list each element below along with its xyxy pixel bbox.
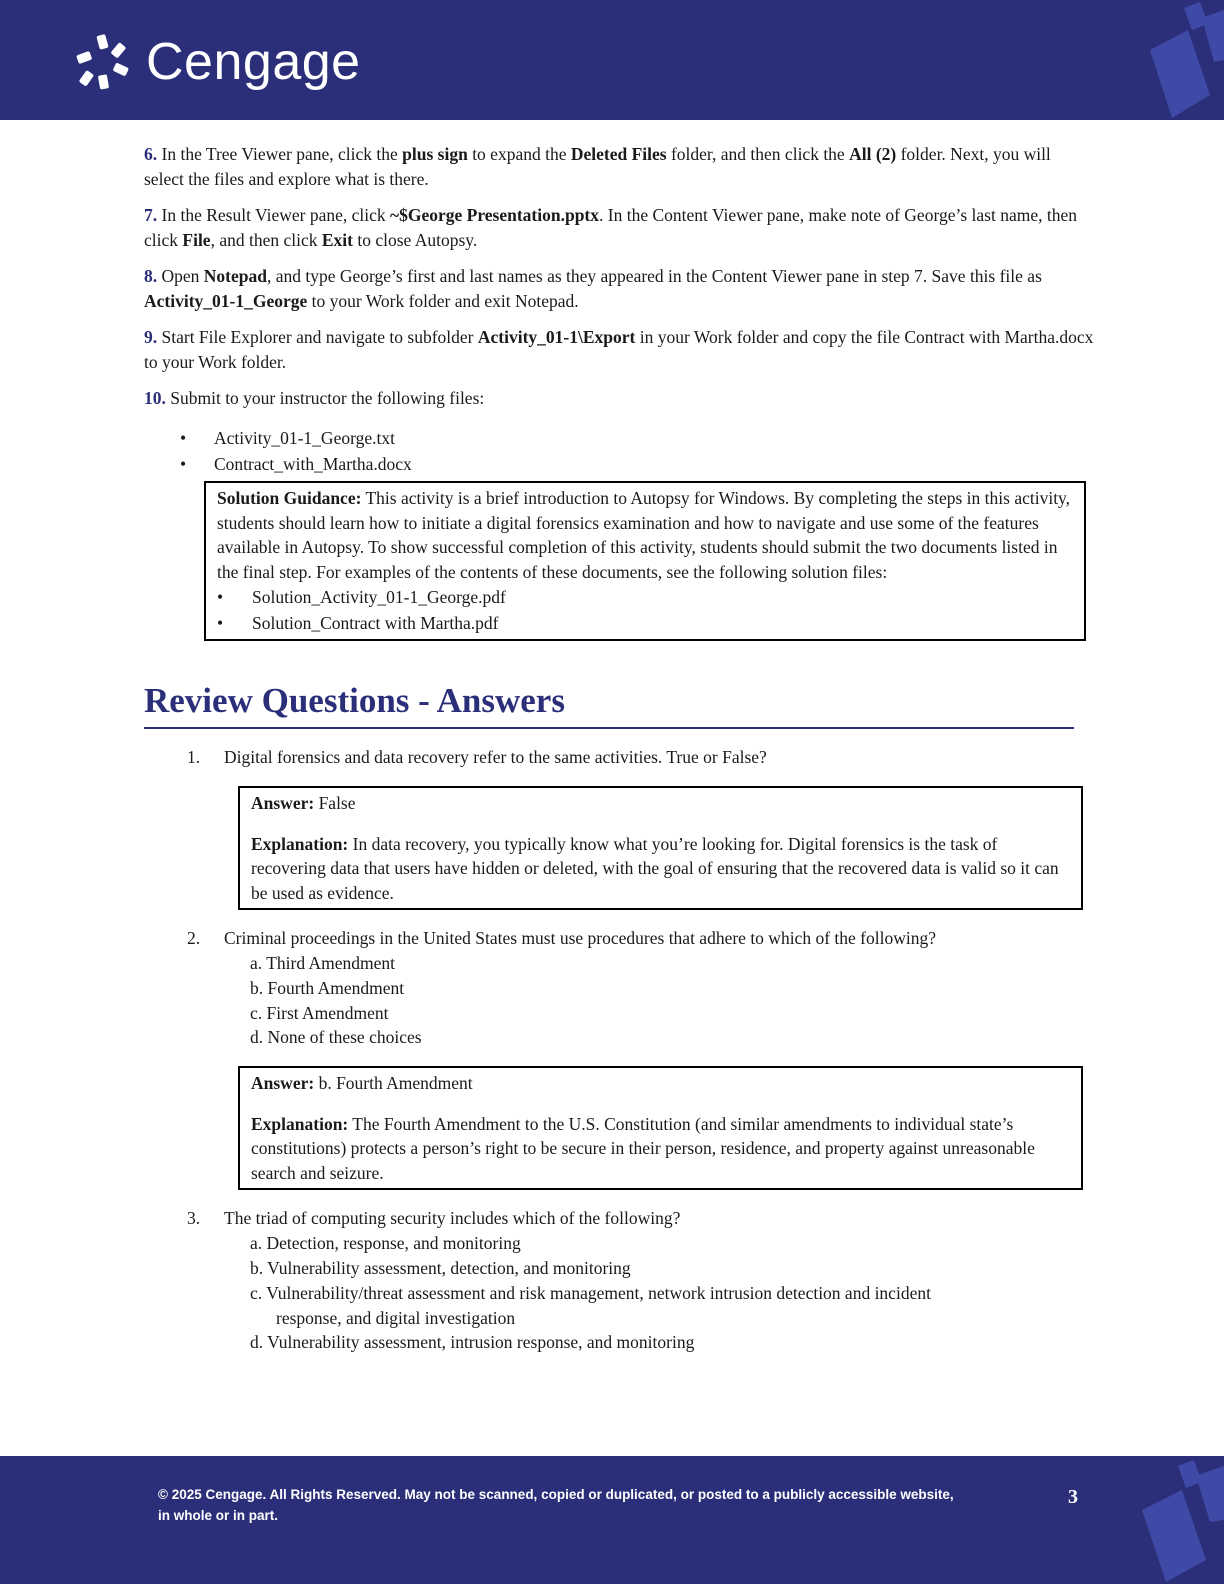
step-6	[144, 142, 1094, 192]
step-text: in your Work folder and copy the file Contract with Martha.docx to your Work folder.	[144, 327, 1094, 372]
option-item: b. Fourth Amendment	[250, 977, 405, 998]
option-list	[224, 951, 1094, 1050]
step-text: Open	[161, 266, 204, 286]
step-number: 10.	[144, 388, 166, 408]
option-item: d. Vulnerability assessment, intrusion response, and monitoring	[250, 1332, 695, 1353]
step-text: Submit to your instructor the following files:	[170, 388, 485, 408]
step-8	[144, 264, 1094, 314]
header-decoration-icon	[1140, 0, 1224, 120]
page-number: 3	[1068, 1486, 1078, 1508]
step-text: In the Tree Viewer pane, click the	[161, 144, 403, 164]
list-item: • Solution_Activity_01-1_George.pdf	[217, 584, 1074, 610]
step-emphasis: plus sign	[402, 144, 468, 164]
question-2	[144, 926, 1094, 1050]
solution-text: This activity is a brief introduction to Autopsy for Windows. By completing the steps in this activity, students should learn how to initiate a digital forensics examination and how to navigate and use some of the features available in Autopsy. To show successful completion of this activity, students should submit the two documents listed in the final step. For examples of the contents of these documents, see the following solution files:	[217, 488, 1071, 582]
question-text: Criminal proceedings in the United States must use procedures that adhere to which of the following?	[224, 928, 936, 948]
step-emphasis: ~$George Presentation.pptx	[389, 205, 600, 225]
answer-label: Answer:	[251, 1073, 315, 1094]
copyright-notice: © 2025 Cengage. All Rights Reserved. May not be scanned, copied or duplicated, or posted to a publicly accessible website, in whole or in part.	[158, 1487, 954, 1523]
cengage-logo	[74, 32, 361, 92]
option-item: d. None of these choices	[250, 1027, 422, 1048]
page-header	[0, 0, 1224, 120]
page-content	[144, 142, 1094, 1355]
step-text: to expand the	[467, 144, 571, 164]
answer-box-2	[238, 1066, 1083, 1190]
step-emphasis: File	[182, 230, 211, 250]
solution-guidance-box	[204, 481, 1086, 641]
option-list	[224, 1231, 1094, 1355]
answer-label: Answer:	[251, 793, 315, 813]
cengage-burst-icon	[74, 33, 134, 91]
list-item: • Solution_Contract with Martha.pdf	[217, 610, 1074, 636]
step-emphasis: Notepad	[203, 266, 267, 286]
step-text: folder. Next, you will select the files and explore what is there.	[144, 144, 1051, 189]
step-number: 6.	[144, 144, 158, 164]
activity-steps	[144, 142, 1094, 411]
option-item: b. Vulnerability assessment, detection, and monitoring	[250, 1257, 631, 1278]
list-item: • Contract_with_Martha.docx	[180, 451, 1094, 477]
step-text: , and then click	[210, 230, 322, 250]
question-text: Digital forensics and data recovery refer to the same activities. True or False?	[224, 747, 767, 767]
explanation-label: Explanation:	[251, 833, 349, 854]
step-7	[144, 203, 1094, 253]
step-text: . In the Content Viewer pane, make note of George’s last name, then click	[144, 205, 1077, 250]
step-number: 7.	[144, 205, 158, 225]
answer-box-1	[238, 786, 1083, 910]
step-emphasis: Exit	[321, 230, 353, 250]
question-text: The triad of computing security includes which of the following?	[224, 1208, 681, 1229]
option-item: a. Third Amendment	[250, 953, 395, 973]
explanation-text: In data recovery, you typically know what you’re looking for. Digital forensics is the task of recovering data that users have hidden or deleted, with the goal of ensuring that the recovered data is valid so it can be used as evidence.	[251, 833, 1059, 903]
step-text: to your Work folder and exit Notepad.	[307, 291, 579, 311]
step-10	[144, 386, 1094, 411]
explanation-label: Explanation:	[251, 1113, 349, 1134]
step-emphasis: All (2)	[849, 144, 897, 164]
step-text: In the Result Viewer pane, click	[161, 205, 390, 225]
option-continuation: response, and digital investigation	[276, 1307, 516, 1328]
question-number: 3.	[187, 1208, 201, 1229]
step-emphasis: Activity_01-1\Export	[477, 327, 636, 347]
solution-file-list	[217, 584, 1074, 636]
step-9	[144, 325, 1094, 375]
explanation-text: The Fourth Amendment to the U.S. Constitution (and similar amendments to individual state’s constitutions) protects a person’s right to be secure in their person, residence, and property against unreasonable search and seizure.	[251, 1113, 1035, 1183]
footer-decoration-icon	[1136, 1456, 1224, 1584]
step-text: to close Autopsy.	[352, 230, 478, 250]
section-heading: Review Questions - Answers	[144, 681, 565, 720]
option-item: a. Detection, response, and monitoring	[250, 1233, 521, 1254]
option-item: c. First Amendment	[250, 1002, 389, 1023]
question-1	[144, 745, 1094, 770]
question-number: 1.	[187, 747, 201, 767]
step-text: folder, and then click the	[666, 144, 850, 164]
step-text: Start File Explorer and navigate to subfolder	[161, 327, 478, 347]
page-footer	[0, 1456, 1224, 1584]
question-3	[144, 1206, 1094, 1355]
heading-rule	[144, 727, 1074, 729]
answer-text: b. Fourth Amendment	[314, 1073, 473, 1094]
step-number: 8.	[144, 266, 158, 286]
brand-name: Cengage	[146, 33, 361, 91]
submit-file-list	[144, 425, 1094, 477]
step-emphasis: Activity_01-1_George	[144, 291, 308, 311]
solution-label: Solution Guidance:	[217, 488, 362, 508]
step-number: 9.	[144, 327, 158, 347]
list-item: • Activity_01-1_George.txt	[180, 425, 1094, 451]
step-text: , and type George’s first and last names as they appeared in the Content Viewer pane in step 7. Save this file as	[266, 266, 1042, 286]
answer-text: False	[314, 793, 356, 813]
step-emphasis: Deleted Files	[570, 144, 667, 164]
option-item: c. Vulnerability/threat assessment and risk management, network intrusion detection and incident	[250, 1282, 931, 1303]
question-number: 2.	[187, 928, 201, 948]
